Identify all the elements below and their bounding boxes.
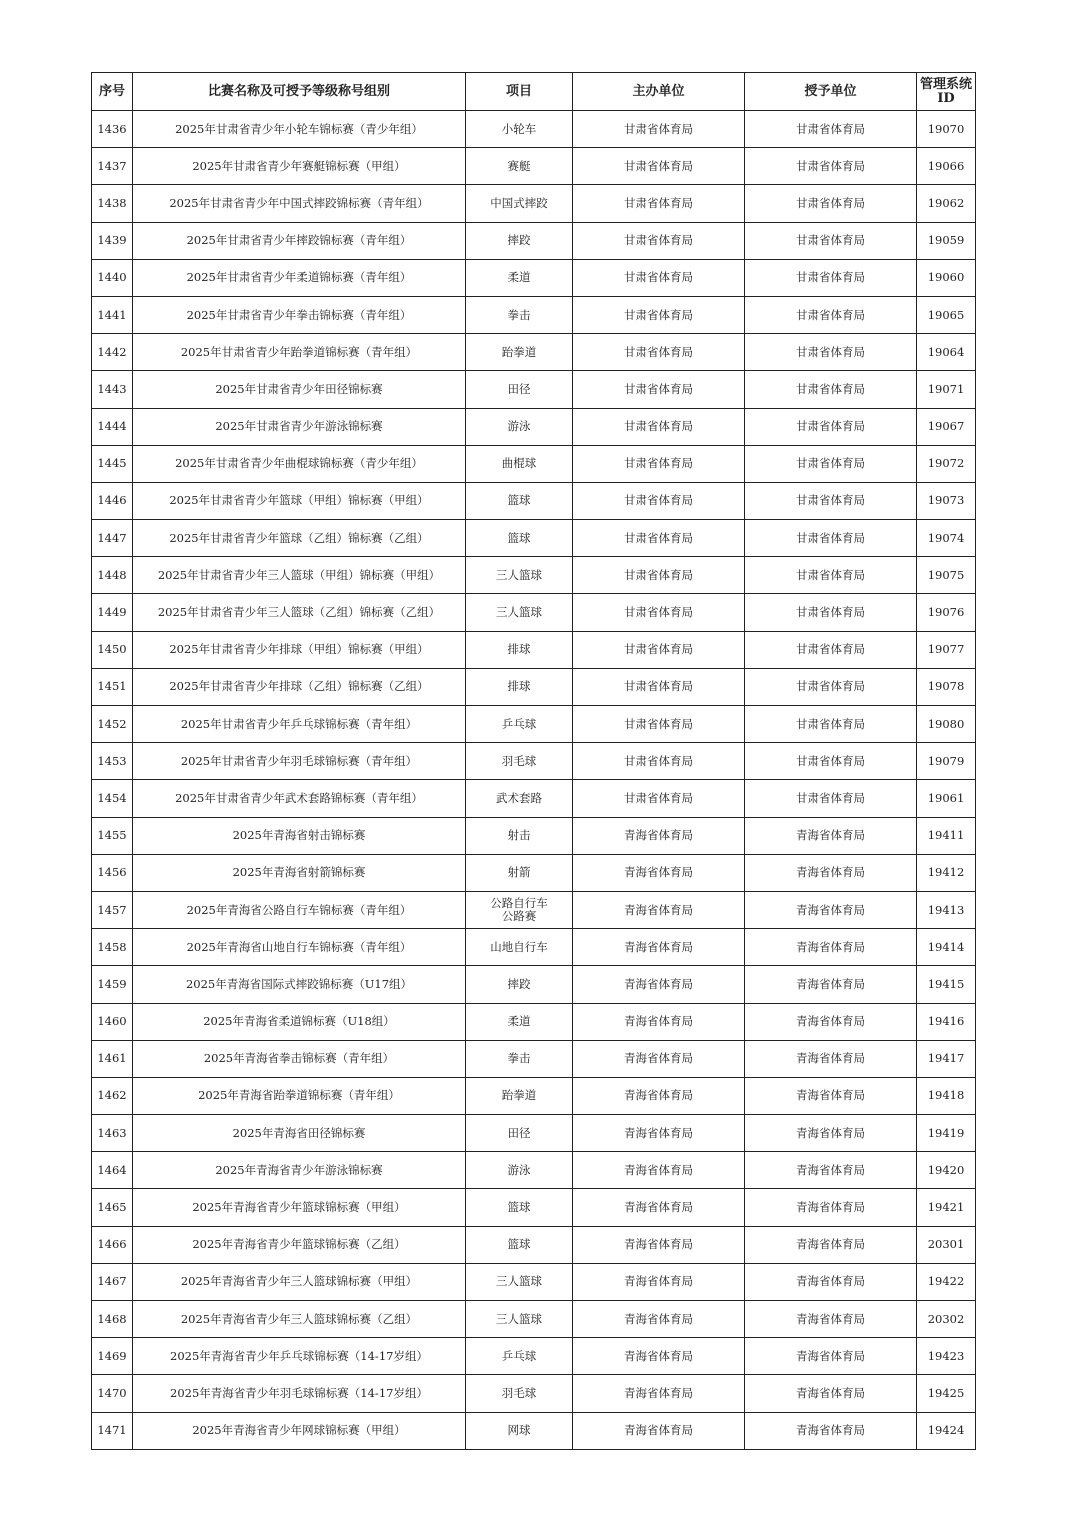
cell-system-id: 19074 (917, 520, 976, 557)
cell-item: 柔道 (466, 1003, 573, 1040)
cell-item: 三人篮球 (466, 1263, 573, 1300)
cell-system-id: 19062 (917, 185, 976, 222)
table-row (92, 445, 976, 482)
cell-host-unit: 甘肃省体育局 (573, 148, 745, 185)
table-row (92, 259, 976, 296)
cell-seq: 1469 (92, 1338, 133, 1375)
cell-system-id: 19413 (917, 891, 976, 928)
cell-seq: 1471 (92, 1412, 133, 1449)
cell-system-id: 19065 (917, 296, 976, 333)
cell-system-id: 19075 (917, 557, 976, 594)
cell-competition-name: 2025年甘肃省青少年三人篮球（甲组）锦标赛（甲组） (133, 557, 466, 594)
cell-grant-unit: 青海省体育局 (745, 966, 917, 1003)
table-row (92, 1040, 976, 1077)
cell-item: 射击 (466, 817, 573, 854)
cell-host-unit: 青海省体育局 (573, 1152, 745, 1189)
cell-grant-unit: 青海省体育局 (745, 1412, 917, 1449)
cell-system-id: 19421 (917, 1189, 976, 1226)
cell-competition-name: 2025年甘肃省青少年乒乓球锦标赛（青年组） (133, 706, 466, 743)
cell-host-unit: 甘肃省体育局 (573, 296, 745, 333)
cell-seq: 1454 (92, 780, 133, 817)
cell-seq: 1437 (92, 148, 133, 185)
cell-item: 跆拳道 (466, 334, 573, 371)
cell-host-unit: 甘肃省体育局 (573, 743, 745, 780)
cell-grant-unit: 甘肃省体育局 (745, 148, 917, 185)
cell-grant-unit: 青海省体育局 (745, 891, 917, 928)
cell-item: 柔道 (466, 259, 573, 296)
cell-item: 射箭 (466, 854, 573, 891)
cell-grant-unit: 甘肃省体育局 (745, 111, 917, 148)
cell-seq: 1455 (92, 817, 133, 854)
cell-seq: 1468 (92, 1301, 133, 1338)
cell-grant-unit: 甘肃省体育局 (745, 482, 917, 519)
cell-competition-name: 2025年青海省青少年三人篮球锦标赛（乙组） (133, 1301, 466, 1338)
cell-item: 拳击 (466, 296, 573, 333)
cell-seq: 1448 (92, 557, 133, 594)
cell-competition-name: 2025年甘肃省青少年田径锦标赛 (133, 371, 466, 408)
cell-grant-unit: 青海省体育局 (745, 854, 917, 891)
cell-competition-name: 2025年甘肃省青少年三人篮球（乙组）锦标赛（乙组） (133, 594, 466, 631)
cell-item: 山地自行车 (466, 929, 573, 966)
cell-seq: 1461 (92, 1040, 133, 1077)
cell-system-id: 19080 (917, 706, 976, 743)
cell-item: 三人篮球 (466, 594, 573, 631)
cell-system-id: 19416 (917, 1003, 976, 1040)
cell-item: 乒乓球 (466, 1338, 573, 1375)
header-grant: 授予单位 (745, 73, 917, 111)
cell-competition-name: 2025年青海省青少年篮球锦标赛（乙组） (133, 1226, 466, 1263)
cell-host-unit: 青海省体育局 (573, 854, 745, 891)
cell-system-id: 19061 (917, 780, 976, 817)
header-seq: 序号 (92, 73, 133, 111)
cell-competition-name: 2025年青海省射击锦标赛 (133, 817, 466, 854)
cell-seq: 1444 (92, 408, 133, 445)
cell-item: 三人篮球 (466, 1301, 573, 1338)
cell-system-id: 19066 (917, 148, 976, 185)
cell-system-id: 19422 (917, 1263, 976, 1300)
cell-seq: 1466 (92, 1226, 133, 1263)
cell-item: 游泳 (466, 1152, 573, 1189)
cell-competition-name: 2025年甘肃省青少年排球（甲组）锦标赛（甲组） (133, 631, 466, 668)
cell-seq: 1452 (92, 706, 133, 743)
table-row (92, 1115, 976, 1152)
document-page (91, 72, 975, 1450)
cell-seq: 1446 (92, 482, 133, 519)
cell-system-id: 19072 (917, 445, 976, 482)
cell-competition-name: 2025年青海省青少年网球锦标赛（甲组） (133, 1412, 466, 1449)
cell-system-id: 19418 (917, 1077, 976, 1114)
cell-grant-unit: 甘肃省体育局 (745, 222, 917, 259)
cell-seq: 1467 (92, 1263, 133, 1300)
cell-item: 乒乓球 (466, 706, 573, 743)
cell-host-unit: 甘肃省体育局 (573, 334, 745, 371)
cell-grant-unit: 甘肃省体育局 (745, 631, 917, 668)
cell-seq: 1438 (92, 185, 133, 222)
cell-system-id: 19077 (917, 631, 976, 668)
cell-system-id: 19423 (917, 1338, 976, 1375)
table-row (92, 557, 976, 594)
cell-competition-name: 2025年青海省山地自行车锦标赛（青年组） (133, 929, 466, 966)
cell-competition-name: 2025年甘肃省青少年柔道锦标赛（青年组） (133, 259, 466, 296)
table-row (92, 148, 976, 185)
table-header-row (92, 73, 976, 111)
cell-grant-unit: 青海省体育局 (745, 1301, 917, 1338)
cell-grant-unit: 甘肃省体育局 (745, 334, 917, 371)
cell-competition-name: 2025年甘肃省青少年羽毛球锦标赛（青年组） (133, 743, 466, 780)
cell-competition-name: 2025年甘肃省青少年篮球（甲组）锦标赛（甲组） (133, 482, 466, 519)
cell-grant-unit: 青海省体育局 (745, 1338, 917, 1375)
cell-competition-name: 2025年甘肃省青少年武术套路锦标赛（青年组） (133, 780, 466, 817)
cell-competition-name: 2025年青海省跆拳道锦标赛（青年组） (133, 1077, 466, 1114)
table-row (92, 1077, 976, 1114)
cell-system-id: 19060 (917, 259, 976, 296)
cell-host-unit: 青海省体育局 (573, 966, 745, 1003)
cell-grant-unit: 甘肃省体育局 (745, 296, 917, 333)
cell-competition-name: 2025年甘肃省青少年跆拳道锦标赛（青年组） (133, 334, 466, 371)
cell-seq: 1458 (92, 929, 133, 966)
cell-system-id: 19425 (917, 1375, 976, 1412)
header-sysid: 管理系统 ID (917, 73, 976, 111)
cell-seq: 1436 (92, 111, 133, 148)
cell-competition-name: 2025年青海省公路自行车锦标赛（青年组） (133, 891, 466, 928)
cell-host-unit: 青海省体育局 (573, 1338, 745, 1375)
table-row (92, 631, 976, 668)
cell-grant-unit: 青海省体育局 (745, 1152, 917, 1189)
cell-grant-unit: 甘肃省体育局 (745, 706, 917, 743)
cell-grant-unit: 甘肃省体育局 (745, 780, 917, 817)
cell-host-unit: 青海省体育局 (573, 1189, 745, 1226)
cell-competition-name: 2025年青海省田径锦标赛 (133, 1115, 466, 1152)
header-item: 项目 (466, 73, 573, 111)
cell-item: 武术套路 (466, 780, 573, 817)
cell-seq: 1441 (92, 296, 133, 333)
cell-competition-name: 2025年甘肃省青少年赛艇锦标赛（甲组） (133, 148, 466, 185)
cell-grant-unit: 青海省体育局 (745, 1040, 917, 1077)
cell-grant-unit: 青海省体育局 (745, 929, 917, 966)
cell-item: 田径 (466, 1115, 573, 1152)
table-row (92, 929, 976, 966)
cell-seq: 1463 (92, 1115, 133, 1152)
cell-seq: 1456 (92, 854, 133, 891)
cell-competition-name: 2025年青海省青少年羽毛球锦标赛（14-17岁组） (133, 1375, 466, 1412)
cell-system-id: 19417 (917, 1040, 976, 1077)
cell-host-unit: 青海省体育局 (573, 1263, 745, 1300)
cell-host-unit: 青海省体育局 (573, 1412, 745, 1449)
cell-competition-name: 2025年甘肃省青少年小轮车锦标赛（青少年组） (133, 111, 466, 148)
cell-seq: 1450 (92, 631, 133, 668)
cell-system-id: 19071 (917, 371, 976, 408)
cell-host-unit: 青海省体育局 (573, 1301, 745, 1338)
cell-system-id: 19412 (917, 854, 976, 891)
cell-host-unit: 青海省体育局 (573, 1003, 745, 1040)
table-row (92, 780, 976, 817)
cell-seq: 1457 (92, 891, 133, 928)
table-row (92, 408, 976, 445)
cell-system-id: 20301 (917, 1226, 976, 1263)
cell-grant-unit: 甘肃省体育局 (745, 259, 917, 296)
cell-grant-unit: 青海省体育局 (745, 817, 917, 854)
cell-host-unit: 青海省体育局 (573, 1226, 745, 1263)
table-row (92, 1263, 976, 1300)
cell-seq: 1447 (92, 520, 133, 557)
table-row (92, 743, 976, 780)
table-row (92, 1375, 976, 1412)
cell-competition-name: 2025年甘肃省青少年排球（乙组）锦标赛（乙组） (133, 668, 466, 705)
cell-item: 田径 (466, 371, 573, 408)
cell-competition-name: 2025年甘肃省青少年拳击锦标赛（青年组） (133, 296, 466, 333)
cell-item: 羽毛球 (466, 1375, 573, 1412)
table-row (92, 817, 976, 854)
cell-grant-unit: 甘肃省体育局 (745, 371, 917, 408)
cell-seq: 1445 (92, 445, 133, 482)
cell-system-id: 19073 (917, 482, 976, 519)
cell-item: 曲棍球 (466, 445, 573, 482)
table-row (92, 594, 976, 631)
cell-item: 摔跤 (466, 966, 573, 1003)
table-row (92, 1412, 976, 1449)
cell-competition-name: 2025年青海省柔道锦标赛（U18组） (133, 1003, 466, 1040)
table-row (92, 1338, 976, 1375)
cell-competition-name: 2025年青海省青少年游泳锦标赛 (133, 1152, 466, 1189)
table-body (92, 111, 976, 1450)
cell-item: 篮球 (466, 482, 573, 519)
cell-item: 三人篮球 (466, 557, 573, 594)
cell-grant-unit: 青海省体育局 (745, 1189, 917, 1226)
table-row (92, 296, 976, 333)
cell-grant-unit: 甘肃省体育局 (745, 445, 917, 482)
cell-grant-unit: 青海省体育局 (745, 1003, 917, 1040)
cell-seq: 1464 (92, 1152, 133, 1189)
cell-competition-name: 2025年青海省国际式摔跤锦标赛（U17组） (133, 966, 466, 1003)
cell-grant-unit: 青海省体育局 (745, 1115, 917, 1152)
table-row (92, 482, 976, 519)
table-row (92, 668, 976, 705)
cell-grant-unit: 甘肃省体育局 (745, 520, 917, 557)
cell-item: 羽毛球 (466, 743, 573, 780)
table-row (92, 334, 976, 371)
cell-seq: 1460 (92, 1003, 133, 1040)
cell-grant-unit: 青海省体育局 (745, 1263, 917, 1300)
cell-item: 篮球 (466, 1189, 573, 1226)
cell-system-id: 19424 (917, 1412, 976, 1449)
cell-competition-name: 2025年甘肃省青少年篮球（乙组）锦标赛（乙组） (133, 520, 466, 557)
cell-seq: 1440 (92, 259, 133, 296)
cell-item: 跆拳道 (466, 1077, 573, 1114)
table-row (92, 1301, 976, 1338)
cell-item: 排球 (466, 668, 573, 705)
table-row (92, 111, 976, 148)
cell-system-id: 19076 (917, 594, 976, 631)
table-row (92, 520, 976, 557)
cell-system-id: 19079 (917, 743, 976, 780)
cell-seq: 1442 (92, 334, 133, 371)
cell-system-id: 19414 (917, 929, 976, 966)
cell-host-unit: 甘肃省体育局 (573, 631, 745, 668)
cell-grant-unit: 甘肃省体育局 (745, 408, 917, 445)
cell-host-unit: 青海省体育局 (573, 1115, 745, 1152)
cell-item: 排球 (466, 631, 573, 668)
cell-competition-name: 2025年甘肃省青少年游泳锦标赛 (133, 408, 466, 445)
cell-host-unit: 青海省体育局 (573, 1077, 745, 1114)
cell-grant-unit: 甘肃省体育局 (745, 185, 917, 222)
table-row (92, 371, 976, 408)
cell-competition-name: 2025年青海省射箭锦标赛 (133, 854, 466, 891)
cell-host-unit: 青海省体育局 (573, 817, 745, 854)
cell-grant-unit: 青海省体育局 (745, 1375, 917, 1412)
cell-grant-unit: 青海省体育局 (745, 1226, 917, 1263)
cell-seq: 1443 (92, 371, 133, 408)
cell-host-unit: 甘肃省体育局 (573, 445, 745, 482)
cell-item: 网球 (466, 1412, 573, 1449)
cell-system-id: 19067 (917, 408, 976, 445)
cell-competition-name: 2025年甘肃省青少年中国式摔跤锦标赛（青年组） (133, 185, 466, 222)
table-row (92, 891, 976, 928)
table-row (92, 1003, 976, 1040)
cell-host-unit: 甘肃省体育局 (573, 185, 745, 222)
cell-host-unit: 甘肃省体育局 (573, 371, 745, 408)
cell-item: 公路自行车 公路赛 (466, 891, 573, 928)
header-name: 比赛名称及可授予等级称号组别 (133, 73, 466, 111)
cell-host-unit: 青海省体育局 (573, 1040, 745, 1077)
cell-host-unit: 甘肃省体育局 (573, 408, 745, 445)
cell-host-unit: 青海省体育局 (573, 1375, 745, 1412)
cell-seq: 1451 (92, 668, 133, 705)
cell-competition-name: 2025年青海省青少年篮球锦标赛（甲组） (133, 1189, 466, 1226)
cell-host-unit: 甘肃省体育局 (573, 259, 745, 296)
table-row (92, 706, 976, 743)
cell-system-id: 19064 (917, 334, 976, 371)
cell-host-unit: 青海省体育局 (573, 929, 745, 966)
cell-host-unit: 甘肃省体育局 (573, 557, 745, 594)
cell-system-id: 19078 (917, 668, 976, 705)
cell-host-unit: 甘肃省体育局 (573, 706, 745, 743)
cell-system-id: 19411 (917, 817, 976, 854)
cell-competition-name: 2025年甘肃省青少年曲棍球锦标赛（青少年组） (133, 445, 466, 482)
cell-grant-unit: 甘肃省体育局 (745, 557, 917, 594)
cell-system-id: 19070 (917, 111, 976, 148)
cell-seq: 1453 (92, 743, 133, 780)
cell-seq: 1462 (92, 1077, 133, 1114)
cell-host-unit: 甘肃省体育局 (573, 668, 745, 705)
cell-host-unit: 甘肃省体育局 (573, 482, 745, 519)
cell-seq: 1449 (92, 594, 133, 631)
cell-item: 篮球 (466, 520, 573, 557)
cell-host-unit: 甘肃省体育局 (573, 520, 745, 557)
cell-host-unit: 甘肃省体育局 (573, 594, 745, 631)
cell-seq: 1459 (92, 966, 133, 1003)
table-row (92, 1152, 976, 1189)
cell-system-id: 19415 (917, 966, 976, 1003)
cell-grant-unit: 青海省体育局 (745, 1077, 917, 1114)
cell-item: 小轮车 (466, 111, 573, 148)
cell-host-unit: 甘肃省体育局 (573, 780, 745, 817)
header-host: 主办单位 (573, 73, 745, 111)
cell-host-unit: 甘肃省体育局 (573, 111, 745, 148)
cell-seq: 1470 (92, 1375, 133, 1412)
cell-system-id: 19059 (917, 222, 976, 259)
cell-grant-unit: 甘肃省体育局 (745, 668, 917, 705)
table-row (92, 1226, 976, 1263)
table-row (92, 966, 976, 1003)
competition-table (91, 72, 976, 1450)
cell-seq: 1439 (92, 222, 133, 259)
table-row (92, 1189, 976, 1226)
cell-item: 拳击 (466, 1040, 573, 1077)
cell-seq: 1465 (92, 1189, 133, 1226)
cell-competition-name: 2025年青海省青少年乒乓球锦标赛（14-17岁组） (133, 1338, 466, 1375)
cell-system-id: 20302 (917, 1301, 976, 1338)
cell-system-id: 19419 (917, 1115, 976, 1152)
cell-host-unit: 甘肃省体育局 (573, 222, 745, 259)
cell-item: 中国式摔跤 (466, 185, 573, 222)
cell-host-unit: 青海省体育局 (573, 891, 745, 928)
table-row (92, 854, 976, 891)
table-row (92, 222, 976, 259)
cell-competition-name: 2025年青海省拳击锦标赛（青年组） (133, 1040, 466, 1077)
cell-item: 篮球 (466, 1226, 573, 1263)
cell-competition-name: 2025年青海省青少年三人篮球锦标赛（甲组） (133, 1263, 466, 1300)
cell-grant-unit: 甘肃省体育局 (745, 743, 917, 780)
table-row (92, 185, 976, 222)
cell-item: 游泳 (466, 408, 573, 445)
cell-competition-name: 2025年甘肃省青少年摔跤锦标赛（青年组） (133, 222, 466, 259)
cell-grant-unit: 甘肃省体育局 (745, 594, 917, 631)
cell-item: 摔跤 (466, 222, 573, 259)
cell-system-id: 19420 (917, 1152, 976, 1189)
cell-item: 赛艇 (466, 148, 573, 185)
